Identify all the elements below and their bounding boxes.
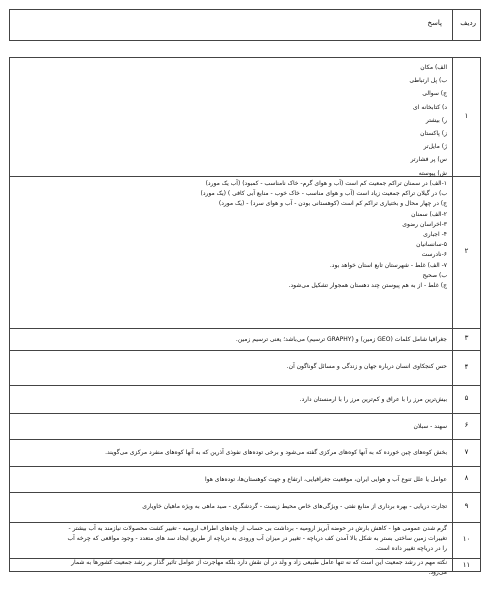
answer-line: ۲-الف) سمنان [411,210,447,218]
answer-line: ۱-الف) در سمنان تراکم جمعیت کم است (آب و هوای گرم- خاک نامناسب - کمبود) (آب یک مورد) [205,180,447,187]
row-number: ۱۱ [462,560,471,569]
row-number: ۴ [464,362,469,371]
answer-line: نکته مهم در رشد جمعیت این است که نه تنها عامل طبیعی زاد و ولد در آن نقش دارد بلکه مهاجرت از عوامل تاثیر گذار بر رشد جمعیت کشورها به شمار [71,559,447,566]
answer-line: می‌رود. [428,569,447,577]
table-row [10,328,480,351]
row-number: ۷ [464,447,469,456]
row-number: ۸ [464,474,469,482]
answer-line: ج) سوالی [422,90,447,98]
answer-line: عوامل یا علل تنوع آب و هوایی ایران، موقعیت جغرافیایی، ارتفاع و جهت کوهستان‌ها، توده‌های هوا [204,476,447,483]
row-number: ۳ [464,334,469,342]
table-row [10,439,480,467]
table-row [10,350,480,386]
answer-line: گرم شدن عمومی هوا - کاهش بارش در حوضه آبریز ارومیه - برداشت بی حساب از چاه‌های اطراف ارومیه - تغییر کشت محصولات نیازمند به آب بیشتر - [68,525,447,532]
answer-line: ۳-اخراسان رضوی [402,220,447,228]
answer-line: بخش کوه‌های چین خورده که به آنها کوه‌های مرکزی گفته می‌شود و برخی توده‌های نفوذی آذرین که به آنها کوه‌های منفرد مرکزی می‌گویند. [105,449,447,456]
header-number-label: ردیف [460,19,476,27]
answer-line: ج) غلط - از به هم پیوستن چند دهستان همجوار تشکیل می‌شود. [288,282,447,290]
row-number: ۶ [464,421,469,429]
answer-line: ر) بیشتر [425,116,447,124]
table-header [9,9,481,41]
answer-line: س) پر فشارتر [410,156,447,164]
answer-line: ب) پل ارتباطی [409,77,447,85]
row-answer [16,61,447,180]
table-row [10,58,480,177]
table-row [10,522,480,559]
row-answer [16,500,447,513]
table-row [10,492,480,523]
answer-line: ز) پاکستان [420,130,447,138]
row-answer [16,524,447,555]
row-number: ۹ [464,502,469,510]
table-row [10,558,480,577]
answer-line: سهند - سبلان [413,423,447,430]
table-row [10,466,480,493]
row-answer [16,558,447,578]
header-answer-label: پاسخ [427,19,442,27]
table-row [10,413,480,440]
answer-line: ژ) مایل‌تر [423,143,447,151]
answer-line: ۶-نادرست [421,251,447,259]
answer-line: ۴- اجباری [423,231,447,239]
answer-line: ج) در چهار محال و بختیاری تراکم کم است (کوهستانی بودن - آب و هوای سرد) - (یک مورد) [218,200,447,208]
answer-line: تغییرات زمین ساختی بستر به شکل بالا آمدن کف دریاچه - تغییر در میزان آب ورودی به دریاچه از طریق ایجاد سد های متعدد - وجود مواقعی که چرخه آب [67,535,447,543]
row-answer [16,333,447,346]
row-answer [16,473,447,486]
row-number: ۱ [464,112,469,120]
answer-line: ۵-سانسانیان [416,241,447,249]
row-answer [16,446,447,459]
row-number: ۲ [464,247,469,255]
answers-table [9,57,481,577]
table-row [10,385,480,414]
answer-line: تجارت دریایی - بهره برداری از منابع نفتی - ویژگی‌های خاص محیط زیست - گردشگری - صید ماهی به ویژه ماهیان خاویاری [142,503,447,510]
answer-line: د) کتابخانه ای [413,103,447,111]
table-row [10,176,480,329]
answer-line: الف) مکان [420,64,447,71]
answer-line: ش) پیوسته [418,169,447,177]
row-answer [16,420,447,433]
answer-line: حس کنجکاوی انسان درباره جهان و زندگی و مسائل گوناگون آن. [286,363,447,370]
row-number: ۱۰ [462,535,471,543]
answer-line: جغرافیا شامل کلمات (GEO زمین) و (GRAPHY ترسیم) می‌باشد؛ یعنی ترسیم زمین. [235,336,447,343]
answer-line: ب) در گیلان تراکم جمعیت زیاد است (آب و هوای مناسب - خاک خوب - منابع آبی کافی ) (یک مورد) [200,190,447,198]
row-answer [16,360,447,373]
row-number: ۵ [464,394,469,402]
row-answer [16,393,447,406]
answer-line: بیش‌ترین مرز را با عراق و کم‌ترین مرز را با ارمنستان دارد. [299,396,447,403]
answer-line: ۷- الف) غلط - شهرستان تابع استان خواهد بود. [329,261,447,269]
row-answer [16,179,447,291]
answer-line: را در دریاچه تغییر داده است. [375,545,447,553]
answer-line: ب) صحیح [422,271,447,279]
